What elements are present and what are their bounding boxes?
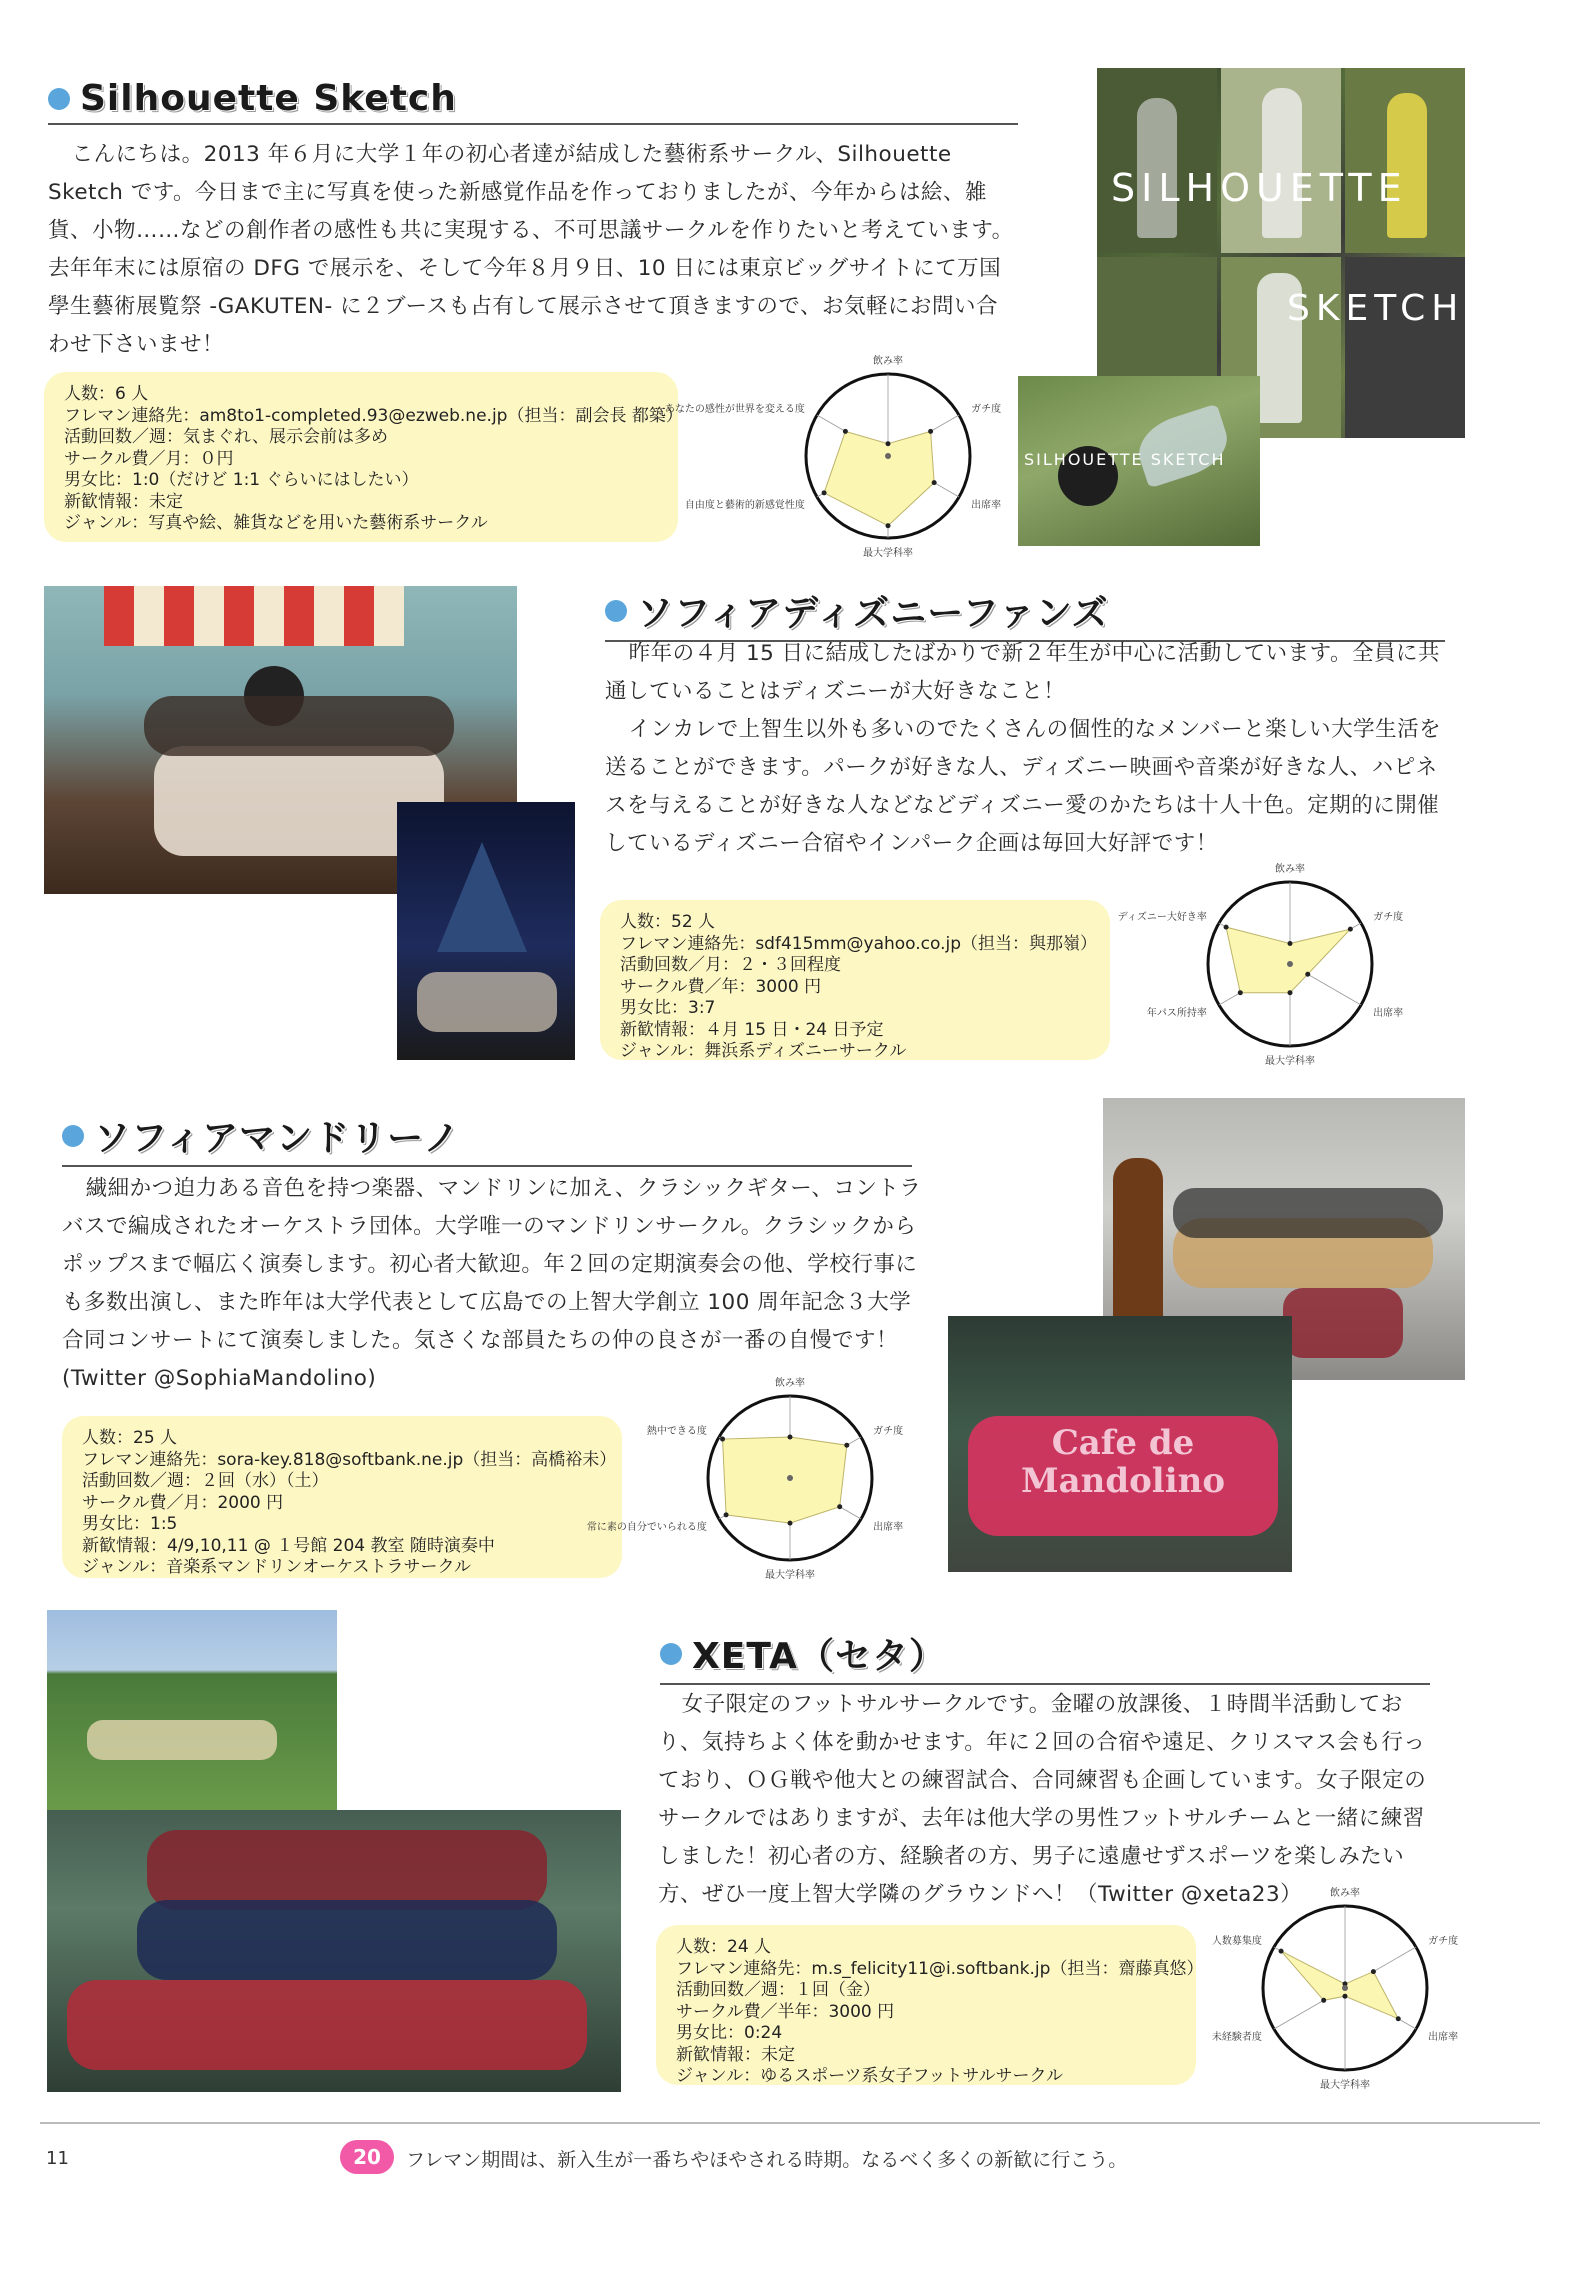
body-paragraph: こんにちは。2013 年６月に大学１年の初心者達が結成した藝術系サークル、Silhouette Sketch です。今日まで主に写真を使った新感覚作品を作っておりましたが、今年からは絵、雑貨、小物……などの創作者の感性も共に実現する、不可思議サークルを作りたいと考えています。去年年末には原宿の DFG で展示を、そして今年８月９日、10 日には東京ビッグサイトにて万国學生藝術展覧祭 -GAKUTEN- に２ブースも占有して展示させて頂きますので、お気軽にお問い合わせ下さいませ！ [48,142,1014,357]
radar-label: 自由度と藝術的新感覚性度 [684,500,805,511]
radar-chart [1117,856,1440,1067]
radar-point [932,480,937,485]
photo-black-cat [1018,376,1260,546]
radar-label: 最大学科率 [1320,2080,1370,2091]
page-number: 11 [46,2148,69,2169]
radar-point [1371,1969,1376,1974]
twitter-handle: (Twitter @SophiaMandolino) [62,1366,377,1391]
radar-area [1226,927,1350,993]
section-body [62,1170,922,1398]
radar-point [724,1512,729,1517]
info-box [600,900,1110,1060]
section-title-disney-fans [605,585,1445,642]
radar-label: 飲み率 [1330,1888,1360,1899]
info-line: サークル費／年：3000 円 [620,976,822,997]
info-line: 人数：52 人 [620,912,716,932]
body-paragraph: 女子限定のフットサルサークルです。金曜の放課後、１時間半活動しており、気持ちよく体を動かせます。年に２回の合宿や遠足、クリスマス会も行っており、ＯＧ戦や他大との練習試合、合同練習も企画しています。女子限定のサークルではありますが、去年は他大学の男性フットサルチームと一緒に練習しました！初心者の方、経験者の方、男子に遠慮せずスポーツを楽しみたい方、ぜひ一度上智大学隣のグラウンドへ！（Twitter @xeta23） [658,1692,1427,1907]
radar-point [886,441,891,446]
info-line: フレマン連絡先：sora-key.818@softbank.ne.jp（担当：高橋裕未） [82,1449,617,1470]
radar-point [886,523,891,528]
radar-label: 最大学科率 [765,1570,815,1581]
info-line: フレマン連絡先：sdf415mm@yahoo.co.jp（担当：與那嶺） [620,933,1098,954]
radar-area [824,431,934,525]
radar-point [1288,941,1293,946]
info-line: ジャンル：音楽系マンドリンオーケストラサークル [82,1557,472,1577]
radar-label: 飲み率 [1275,864,1305,875]
radar-label: 飲み率 [775,1378,805,1389]
bullet-dot-icon [605,600,627,622]
radar-point [720,1437,725,1442]
radar-label: ディズニー大好き率 [1117,912,1207,923]
section-title-xeta [660,1628,1430,1685]
bullet-dot-icon [48,88,70,110]
info-line: 活動回数／週：１回（金） [676,1980,880,2000]
info-line: 新歓情報：４月 15 日・24 日予定 [620,1019,884,1040]
radar-area [723,1437,847,1523]
radar-label: ガチ度 [971,404,1002,415]
radar-center [1342,1985,1348,1991]
radar-chart [586,1370,940,1581]
info-line: 活動回数／月：２・３回程度 [620,955,841,975]
photo-field [47,1610,337,1810]
radar-point [822,490,827,495]
body-paragraph: インカレで上智生以外も多いのでたくさんの個性的なメンバーと楽しい大学生活を送ることができます。パークが好きな人、ディズニー映画や音楽が好きな人、ハピネスを与えることが好きな人などなどディズニー愛のかたちは十人十色。定期的に開催しているディズニー合宿やインパーク企画は毎回大好評です！ [605,717,1442,856]
body-paragraph: 繊細かつ迫力ある音色を持つ楽器、マンドリンに加え、クラシックギター、コントラバスで編成されたオーケストラ団体。大学唯一のマンドリンサークル。クラシックからポップスまで幅広く演奏します。初心者大歓迎。年２回の定期演奏会の他、学校行事にも多数出演し、また昨年は大学代表として広島での上智大学創立 100 周年記念３大学合同コンサートにて演奏しました。気さくな部員たちの仲の良さが一番の自慢です！ [62,1176,922,1353]
radar-label: ガチ度 [873,1426,904,1437]
group-photo-futsal-team [47,1810,621,2092]
section-title-mandolino [62,1110,912,1167]
group-photo-night [397,802,575,1060]
radar-center [787,1475,793,1481]
radar-label: 最大学科率 [1265,1056,1315,1067]
info-line: 人数：24 人 [676,1937,772,1957]
radar-point [837,1504,842,1509]
radar-point [1288,990,1293,995]
radar-label: 年パス所持率 [1146,1008,1207,1019]
radar-label: 熱中できる度 [646,1426,707,1437]
info-box [62,1416,622,1578]
radar-point [928,429,933,434]
info-line: 男女比：1:0（だけど 1:1 ぐらいにはしたい） [64,470,419,490]
tip-number: 20 [353,2145,381,2169]
radar-center [885,453,891,459]
info-line: ジャンル：写真や絵、雑貨などを用いた藝術系サークル [64,513,488,533]
radar-point [788,1435,793,1440]
tip-text: フレマン期間は、新入生が一番ちやほやされる時期。なるべく多くの新歓に行こう。 [406,2149,1128,2171]
bullet-dot-icon [62,1125,84,1147]
radar-label: 未経験者度 [1211,2032,1262,2043]
body-paragraph: 昨年の４月 15 日に結成したばかりで新２年生が中心に活動しています。全員に共通していることはディズニーが大好きなこと！ [605,641,1440,704]
photo-caption-text: Cafe de Mandolino [1020,1423,1226,1501]
info-box [656,1925,1204,2086]
tip-badge [340,2140,394,2174]
radar-area [1281,1951,1398,2019]
radar-chart [664,348,1038,559]
info-line: サークル費／月：０円 [64,448,234,469]
info-line: 男女比：0:24 [676,2023,783,2043]
info-line: 人数：25 人 [82,1428,178,1448]
section-body [48,136,1018,364]
bullet-dot-icon [660,1643,682,1665]
radar-point [1321,1998,1326,2003]
radar-label: あなたの感性が世界を変える度 [664,404,805,415]
radar-label: 出席率 [873,1522,904,1533]
radar-point [1396,2016,1401,2021]
radar-label: 最大学科率 [863,548,913,559]
radar-label: 飲み率 [873,356,903,367]
radar-label: ガチ度 [1373,912,1404,923]
info-line: サークル費／月：2000 円 [82,1492,284,1513]
section-heading: ソフィアマンドリーノ [94,1118,461,1159]
radar-point [1224,925,1229,930]
radar-point [1279,1949,1284,1954]
radar-label: 出席率 [1428,2032,1459,2043]
radar-point [844,1443,849,1448]
info-line: ジャンル：ゆるスポーツ系女子フットサルサークル [676,2066,1064,2086]
info-line: 新歓情報：未定 [676,2044,795,2065]
section-body [605,635,1445,863]
info-line: 活動回数／週：気まぐれ、展示会前は多め [64,427,389,447]
info-line: 男女比：1:5 [82,1514,178,1534]
radar-point [1348,927,1353,932]
info-line: フレマン連絡先：m.s_felicity11@i.softbank.jp（担当：齋藤真悠） [676,1958,1204,1979]
photo-caption-text: SILHOUETTE SKETCH [1024,450,1226,469]
radar-label: 出席率 [1373,1008,1404,1019]
info-line: 人数：6 人 [64,384,149,404]
radar-label: 常に素の自分でいられる度 [586,1522,707,1533]
info-line: 新歓情報：4/9,10,11 @ １号館 204 教室 随時演奏中 [82,1535,495,1556]
section-title-silhouette-sketch [48,78,1018,125]
radar-point [843,429,848,434]
footer-divider [40,2122,1540,2124]
info-box [44,372,683,542]
group-photo-cafe-mandolino [948,1316,1292,1572]
info-line: 活動回数／週：２回（水）（土） [82,1471,329,1491]
radar-point [788,1521,793,1526]
photo-caption-text: SKETCH [1287,288,1465,329]
info-line: ジャンル：舞浜系ディズニーサークル [620,1041,907,1061]
radar-label: 出席率 [971,500,1002,511]
radar-point [1343,1994,1348,1999]
info-line: 男女比：3:7 [620,998,716,1018]
section-heading: XETA（セタ） [692,1636,946,1677]
radar-label: ガチ度 [1428,1936,1459,1947]
radar-point [1305,972,1310,977]
section-heading: Silhouette Sketch [80,78,457,119]
radar-center [1287,961,1293,967]
info-line: フレマン連絡先：am8to1-completed.93@ezweb.ne.jp（担当：副会長 都築） [64,405,683,426]
info-line: サークル費／半年：3000 円 [676,2001,895,2022]
section-heading: ソフィアディズニーファンズ [637,593,1109,634]
info-line: 新歓情報：未定 [64,491,183,512]
photo-caption-text: SILHOUETTE [1111,166,1408,210]
radar-label: 人数募集度 [1211,1936,1262,1947]
radar-point [1238,990,1243,995]
radar-chart [1195,1880,1495,2090]
